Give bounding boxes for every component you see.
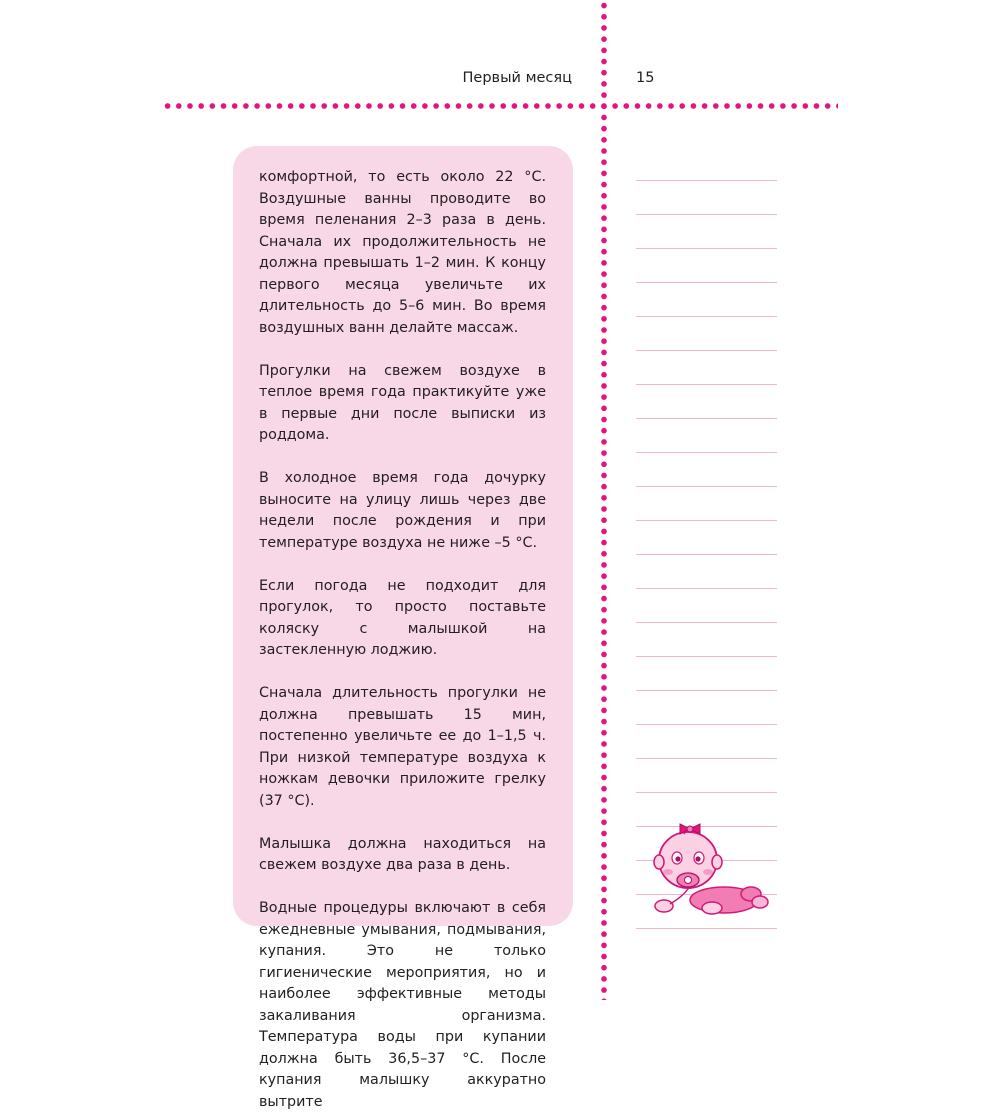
main-text-box: [233, 146, 573, 1110]
note-line: [636, 317, 777, 351]
note-line: [636, 691, 777, 725]
crawling-baby-girl-icon: [650, 814, 770, 920]
running-head: Первый месяц: [462, 70, 572, 86]
note-line: [636, 657, 777, 691]
note-line: [636, 249, 777, 283]
note-line: [636, 487, 777, 521]
note-line: [636, 385, 777, 419]
paragraph: Сначала длительность прогулки не должна превышать 15 мин, постепенно увеличьте ее до 1–1,5 ч. При низкой температуре воздуха к ножкам девочки приложите грелку (37 °C).: [259, 685, 546, 809]
note-line: [636, 555, 777, 589]
paragraph: Малышка должна находиться на свежем воздухе два раза в день.: [259, 835, 546, 873]
paragraph: В холодное время года дочурку выносите на улицу лишь через две недели после рождения и при температуре воздуха не ниже –5 °C.: [259, 470, 546, 551]
page-number: 15: [636, 70, 655, 86]
paragraph: Водные процедуры включают в себя ежедневные умывания, подмывания, купания. Это не только гигиенические мероприятия, но и наиболее эффективные методы закаливания организма. Температура воды при купании должна быть 36,5–37 °C. После купания малышку аккуратно вытрите: [259, 900, 546, 1110]
note-line: [636, 521, 777, 555]
note-line: [636, 589, 777, 623]
note-line: [636, 283, 777, 317]
paragraph: Если погода не подходит для прогулок, то просто поставьте коляску с малышкой на застекленную лоджию.: [259, 577, 546, 658]
dotted-horizontal-divider: [162, 103, 838, 109]
note-line: [636, 351, 777, 385]
note-line: [636, 725, 777, 759]
note-line: [636, 181, 777, 215]
note-line: [636, 147, 777, 181]
note-line: [636, 215, 777, 249]
dotted-vertical-divider: [601, 0, 607, 1000]
note-line: [636, 453, 777, 487]
note-line: [636, 419, 777, 453]
note-line: [636, 623, 777, 657]
paragraph: Прогулки на свежем воздухе в теплое время года практикуйте уже в первые дни после выписки из роддома.: [259, 362, 546, 443]
note-line: [636, 759, 777, 793]
note-lines: [636, 147, 777, 929]
paragraph: комфортной, то есть около 22 °C. Воздушные ванны проводите во время пеленания 2–3 раза в день. Сначала их продолжительность не должна превышать 1–2 мин. К концу первого месяца увеличьте их длительность до 5–6 мин. Во время воздушных ванн делайте массаж.: [259, 169, 546, 336]
